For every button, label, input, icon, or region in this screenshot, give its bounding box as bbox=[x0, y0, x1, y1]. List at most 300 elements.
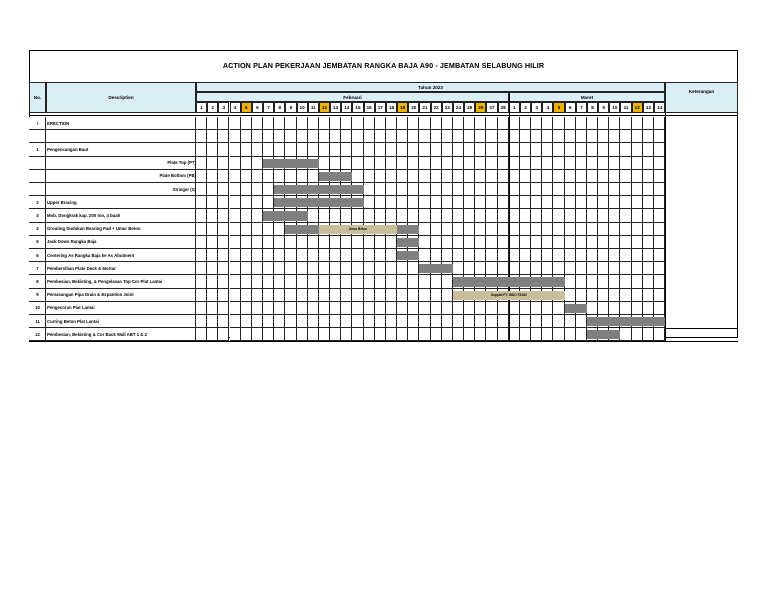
day-grid-cell bbox=[486, 302, 497, 315]
day-grid-cell bbox=[252, 289, 263, 302]
day-grid-cell bbox=[386, 315, 397, 328]
day-grid-cell bbox=[375, 157, 386, 170]
day-grid-cell bbox=[386, 117, 397, 130]
day-cell-mar: 2 bbox=[520, 102, 531, 113]
day-grid-cell bbox=[654, 183, 665, 196]
day-grid-cell bbox=[207, 289, 218, 302]
day-grid-cell bbox=[442, 196, 453, 209]
day-cell-feb: 26 bbox=[475, 102, 486, 113]
day-grid-cell bbox=[464, 249, 475, 262]
day-grid-cell bbox=[654, 143, 665, 156]
day-grid-cell bbox=[565, 236, 576, 249]
day-grid-cell bbox=[364, 196, 375, 209]
day-grid-cell bbox=[553, 130, 564, 143]
day-grid-cell bbox=[576, 223, 587, 236]
day-grid-cell bbox=[408, 183, 419, 196]
row-number: 6 bbox=[36, 252, 39, 258]
day-grid-cell bbox=[632, 262, 643, 275]
day-grid-cell bbox=[252, 183, 263, 196]
day-grid-cell bbox=[218, 328, 229, 341]
day-grid-cell bbox=[431, 302, 442, 315]
day-grid-cell bbox=[632, 249, 643, 262]
day-grid-cell bbox=[598, 223, 609, 236]
day-grid-cell bbox=[542, 262, 553, 275]
day-grid-cell bbox=[263, 223, 274, 236]
day-grid-cell bbox=[609, 302, 620, 315]
day-grid-cell bbox=[230, 183, 241, 196]
day-grid-cell bbox=[364, 130, 375, 143]
day-grid-cell bbox=[442, 170, 453, 183]
day-grid-cell bbox=[654, 302, 665, 315]
day-grid-cell bbox=[442, 157, 453, 170]
header-description bbox=[46, 82, 196, 113]
day-cell-feb: 7 bbox=[263, 102, 274, 113]
day-grid-cell bbox=[643, 170, 654, 183]
day-grid-cell bbox=[352, 328, 363, 341]
day-grid-cell bbox=[620, 130, 631, 143]
day-grid-cell bbox=[375, 315, 386, 328]
row-number: I bbox=[36, 120, 39, 126]
day-grid-cell bbox=[587, 289, 598, 302]
day-grid-cell bbox=[565, 183, 576, 196]
day-grid-cell bbox=[442, 117, 453, 130]
day-grid-cell bbox=[419, 157, 430, 170]
day-grid-cell bbox=[520, 130, 531, 143]
day-grid-cell bbox=[431, 289, 442, 302]
day-grid-cell bbox=[475, 170, 486, 183]
day-grid-cell bbox=[565, 157, 576, 170]
day-grid-cell bbox=[576, 130, 587, 143]
day-grid-cell bbox=[285, 143, 296, 156]
day-grid-cell bbox=[643, 117, 654, 130]
day-grid-cell bbox=[598, 262, 609, 275]
day-grid-cell bbox=[330, 209, 341, 222]
row-number: 4 bbox=[36, 226, 39, 232]
day-grid-cell bbox=[431, 223, 442, 236]
day-grid-cell bbox=[386, 289, 397, 302]
day-grid-cell bbox=[218, 262, 229, 275]
day-grid-cell bbox=[419, 196, 430, 209]
day-grid-cell bbox=[464, 302, 475, 315]
day-grid-cell bbox=[230, 236, 241, 249]
day-grid-cell bbox=[620, 209, 631, 222]
day-grid-cell bbox=[587, 209, 598, 222]
day-grid-cell bbox=[464, 236, 475, 249]
day-grid-cell bbox=[553, 143, 564, 156]
gantt-bar bbox=[263, 159, 319, 168]
day-grid-cell bbox=[241, 157, 252, 170]
day-grid-cell bbox=[196, 209, 207, 222]
day-grid-cell bbox=[453, 223, 464, 236]
day-grid-cell bbox=[542, 302, 553, 315]
day-grid-cell bbox=[643, 289, 654, 302]
day-grid-cell bbox=[252, 170, 263, 183]
day-grid-cell bbox=[364, 328, 375, 341]
day-grid-cell bbox=[252, 196, 263, 209]
day-grid-cell bbox=[274, 289, 285, 302]
gantt-bar bbox=[565, 304, 587, 313]
day-grid-cell bbox=[230, 275, 241, 288]
day-grid-cell bbox=[643, 130, 654, 143]
row-number: 5 bbox=[36, 239, 39, 245]
day-grid-cell bbox=[375, 143, 386, 156]
day-grid-cell bbox=[386, 130, 397, 143]
day-grid-cell bbox=[285, 249, 296, 262]
day-cell-mar: 9 bbox=[598, 102, 609, 113]
day-grid-cell bbox=[218, 130, 229, 143]
day-grid-cell bbox=[263, 275, 274, 288]
day-grid-cell bbox=[419, 236, 430, 249]
day-cell-feb: 28 bbox=[498, 102, 509, 113]
day-grid-cell bbox=[576, 315, 587, 328]
day-grid-cell bbox=[330, 302, 341, 315]
day-grid-cell bbox=[453, 262, 464, 275]
day-grid-cell bbox=[319, 275, 330, 288]
day-grid-cell bbox=[308, 209, 319, 222]
day-grid-cell bbox=[352, 302, 363, 315]
day-grid-cell bbox=[509, 302, 520, 315]
day-grid-cell bbox=[464, 183, 475, 196]
day-grid-cell bbox=[319, 249, 330, 262]
day-grid-cell bbox=[375, 328, 386, 341]
day-grid-cell bbox=[498, 196, 509, 209]
day-grid-cell bbox=[520, 315, 531, 328]
day-grid-cell bbox=[196, 328, 207, 341]
day-grid-cell bbox=[576, 328, 587, 341]
gantt-bar-annotated bbox=[453, 291, 565, 300]
day-grid-cell bbox=[509, 209, 520, 222]
day-grid-cell bbox=[620, 183, 631, 196]
day-grid-cell bbox=[498, 249, 509, 262]
day-grid-cell bbox=[241, 209, 252, 222]
day-grid-cell bbox=[643, 328, 654, 341]
day-grid-cell bbox=[598, 289, 609, 302]
day-grid-cell bbox=[609, 196, 620, 209]
notes-row-divider bbox=[665, 328, 738, 329]
day-grid-cell bbox=[553, 157, 564, 170]
day-grid-cell bbox=[230, 143, 241, 156]
day-grid-cell bbox=[241, 249, 252, 262]
day-cell-mar: 5 bbox=[553, 102, 564, 113]
day-grid-cell bbox=[397, 196, 408, 209]
day-grid-cell bbox=[263, 170, 274, 183]
day-grid-cell bbox=[375, 289, 386, 302]
day-grid-cell bbox=[297, 249, 308, 262]
day-grid-cell bbox=[654, 130, 665, 143]
day-grid-cell bbox=[274, 170, 285, 183]
day-grid-cell bbox=[308, 302, 319, 315]
day-grid-cell bbox=[364, 275, 375, 288]
day-grid-cell bbox=[207, 328, 218, 341]
day-grid-cell bbox=[285, 170, 296, 183]
day-grid-cell bbox=[598, 302, 609, 315]
day-grid-cell bbox=[230, 315, 241, 328]
day-grid-cell bbox=[364, 157, 375, 170]
day-grid-cell bbox=[598, 170, 609, 183]
day-grid-cell bbox=[643, 196, 654, 209]
day-grid-cell bbox=[252, 302, 263, 315]
day-grid-cell bbox=[475, 117, 486, 130]
day-grid-cell bbox=[341, 262, 352, 275]
day-grid-cell bbox=[620, 302, 631, 315]
day-grid-cell bbox=[609, 157, 620, 170]
day-cell-feb: 17 bbox=[375, 102, 386, 113]
day-cell-feb: 11 bbox=[308, 102, 319, 113]
row-no-cell bbox=[29, 157, 46, 170]
day-grid-cell bbox=[263, 196, 274, 209]
day-grid-cell bbox=[431, 315, 442, 328]
day-grid-cell bbox=[464, 170, 475, 183]
day-grid-cell bbox=[565, 249, 576, 262]
day-grid-cell bbox=[475, 183, 486, 196]
day-grid-cell bbox=[553, 236, 564, 249]
day-grid-cell bbox=[509, 236, 520, 249]
day-grid-cell bbox=[319, 302, 330, 315]
day-grid-cell bbox=[498, 223, 509, 236]
day-grid-cell bbox=[241, 223, 252, 236]
day-cell-mar: 7 bbox=[576, 102, 587, 113]
day-grid-cell bbox=[386, 262, 397, 275]
day-grid-cell bbox=[375, 275, 386, 288]
day-grid-cell bbox=[397, 130, 408, 143]
day-grid-cell bbox=[308, 170, 319, 183]
day-grid-cell bbox=[274, 249, 285, 262]
table-bottom-border bbox=[29, 341, 738, 342]
gantt-bar bbox=[319, 172, 353, 181]
day-grid-cell bbox=[196, 170, 207, 183]
day-grid-cell bbox=[230, 262, 241, 275]
day-grid-cell bbox=[498, 328, 509, 341]
day-grid-cell bbox=[386, 209, 397, 222]
day-grid-cell bbox=[486, 249, 497, 262]
day-grid-cell bbox=[285, 315, 296, 328]
day-grid-cell bbox=[609, 170, 620, 183]
day-grid-cell bbox=[274, 328, 285, 341]
day-grid-cell bbox=[486, 117, 497, 130]
day-grid-cell bbox=[207, 170, 218, 183]
day-grid-cell bbox=[442, 236, 453, 249]
row-description: Grouting Dudukan Bearing Pad + Umur Beton bbox=[47, 226, 141, 232]
day-grid-cell bbox=[632, 183, 643, 196]
day-grid-cell bbox=[609, 130, 620, 143]
row-description: Pengencangan Baut bbox=[47, 146, 89, 152]
day-grid-cell bbox=[241, 275, 252, 288]
page-title: ACTION PLAN PEKERJAAN JEMBATAN RANGKA BAJA A90 - JEMBATAN SELABUNG HILIR bbox=[222, 61, 545, 70]
day-grid-cell bbox=[308, 328, 319, 341]
day-grid-cell bbox=[464, 157, 475, 170]
day-grid-cell bbox=[464, 262, 475, 275]
row-description: Pemasangan Pipa Drain & Expantion Joint bbox=[47, 292, 134, 298]
day-grid-cell bbox=[509, 249, 520, 262]
day-grid-cell bbox=[531, 143, 542, 156]
day-grid-cell bbox=[419, 302, 430, 315]
day-grid-cell bbox=[196, 130, 207, 143]
day-grid-cell bbox=[196, 143, 207, 156]
day-grid-cell bbox=[241, 196, 252, 209]
day-cell-feb: 8 bbox=[274, 102, 285, 113]
day-grid-cell bbox=[207, 157, 218, 170]
row-number: 9 bbox=[36, 292, 39, 298]
day-grid-cell bbox=[542, 170, 553, 183]
day-grid-cell bbox=[632, 143, 643, 156]
day-grid-cell bbox=[531, 170, 542, 183]
day-cell-feb: 6 bbox=[252, 102, 263, 113]
day-grid-cell bbox=[397, 183, 408, 196]
day-grid-cell bbox=[352, 236, 363, 249]
gantt-bar-label: Supplai PT. INDO TEAM bbox=[490, 293, 527, 298]
day-grid-cell bbox=[475, 236, 486, 249]
day-cell-feb: 15 bbox=[352, 102, 363, 113]
day-grid-cell bbox=[509, 196, 520, 209]
row-description: Pengecoran Plat Lantai bbox=[47, 305, 95, 311]
day-grid-cell bbox=[486, 157, 497, 170]
row-description: Plate Top (PT) bbox=[167, 160, 196, 166]
header-no bbox=[29, 82, 46, 113]
day-cell-feb: 20 bbox=[408, 102, 419, 113]
day-grid-cell bbox=[308, 275, 319, 288]
day-grid-cell bbox=[252, 223, 263, 236]
day-grid-cell bbox=[576, 249, 587, 262]
day-grid-cell bbox=[453, 196, 464, 209]
day-grid-cell bbox=[509, 328, 520, 341]
row-number: 10 bbox=[35, 305, 40, 311]
day-grid-cell bbox=[241, 289, 252, 302]
day-grid-cell bbox=[218, 143, 229, 156]
gantt-bar bbox=[285, 225, 319, 234]
day-grid-cell bbox=[453, 170, 464, 183]
row-number: 2 bbox=[36, 199, 39, 205]
day-grid-cell bbox=[274, 223, 285, 236]
day-grid-cell bbox=[587, 302, 598, 315]
day-grid-cell bbox=[542, 130, 553, 143]
day-grid-cell bbox=[576, 170, 587, 183]
day-grid-cell bbox=[207, 143, 218, 156]
day-grid-cell bbox=[230, 328, 241, 341]
gantt-bar bbox=[274, 198, 363, 207]
row-description-cell bbox=[46, 130, 196, 143]
day-grid-cell bbox=[542, 157, 553, 170]
day-grid-cell bbox=[297, 143, 308, 156]
day-grid-cell bbox=[218, 157, 229, 170]
day-grid-cell bbox=[397, 157, 408, 170]
day-grid-cell bbox=[498, 209, 509, 222]
day-grid-cell bbox=[431, 196, 442, 209]
day-grid-cell bbox=[643, 302, 654, 315]
day-grid-cell bbox=[330, 315, 341, 328]
day-grid-cell bbox=[520, 302, 531, 315]
day-grid-cell bbox=[565, 289, 576, 302]
day-grid-cell bbox=[263, 143, 274, 156]
day-grid-cell bbox=[196, 275, 207, 288]
day-cell-feb: 2 bbox=[207, 102, 218, 113]
day-grid-cell bbox=[475, 209, 486, 222]
day-grid-cell bbox=[431, 236, 442, 249]
day-grid-cell bbox=[486, 262, 497, 275]
day-grid-cell bbox=[475, 315, 486, 328]
feb-mar-divider bbox=[509, 92, 510, 341]
day-grid-cell bbox=[542, 117, 553, 130]
day-grid-cell bbox=[531, 302, 542, 315]
day-grid-cell bbox=[207, 117, 218, 130]
day-grid-cell bbox=[274, 302, 285, 315]
day-grid-cell bbox=[218, 249, 229, 262]
day-grid-cell bbox=[196, 302, 207, 315]
day-cell-mar: 13 bbox=[643, 102, 654, 113]
day-cell-feb: 24 bbox=[453, 102, 464, 113]
day-grid-cell bbox=[598, 183, 609, 196]
day-grid-cell bbox=[408, 209, 419, 222]
day-grid-cell bbox=[431, 170, 442, 183]
day-grid-cell bbox=[230, 302, 241, 315]
day-grid-cell bbox=[364, 143, 375, 156]
day-grid-cell bbox=[330, 157, 341, 170]
day-grid-cell bbox=[498, 302, 509, 315]
row-no-cell bbox=[29, 130, 46, 143]
day-grid-cell bbox=[475, 157, 486, 170]
day-cell-feb: 16 bbox=[364, 102, 375, 113]
day-grid-cell bbox=[520, 157, 531, 170]
day-grid-cell bbox=[587, 275, 598, 288]
day-grid-cell bbox=[609, 262, 620, 275]
day-cell-mar: 10 bbox=[609, 102, 620, 113]
day-grid-cell bbox=[654, 157, 665, 170]
day-grid-cell bbox=[498, 117, 509, 130]
day-grid-cell bbox=[587, 236, 598, 249]
day-grid-cell bbox=[274, 130, 285, 143]
day-grid-cell bbox=[531, 183, 542, 196]
row-no-cell bbox=[29, 183, 46, 196]
day-grid-cell bbox=[520, 117, 531, 130]
day-grid-cell bbox=[419, 289, 430, 302]
day-grid-cell bbox=[207, 209, 218, 222]
gantt-bar bbox=[397, 238, 419, 247]
day-grid-cell bbox=[654, 117, 665, 130]
day-grid-cell bbox=[375, 262, 386, 275]
day-grid-cell bbox=[252, 328, 263, 341]
day-grid-cell bbox=[241, 262, 252, 275]
day-grid-cell bbox=[620, 275, 631, 288]
day-grid-cell bbox=[263, 289, 274, 302]
day-grid-cell bbox=[431, 130, 442, 143]
day-grid-cell bbox=[341, 117, 352, 130]
day-grid-cell bbox=[553, 328, 564, 341]
day-grid-cell bbox=[419, 117, 430, 130]
day-grid-cell bbox=[486, 196, 497, 209]
day-grid-cell bbox=[308, 315, 319, 328]
day-grid-cell bbox=[565, 117, 576, 130]
day-grid-cell bbox=[587, 170, 598, 183]
day-grid-cell bbox=[241, 117, 252, 130]
day-grid-cell bbox=[297, 236, 308, 249]
day-grid-cell bbox=[419, 223, 430, 236]
day-grid-cell bbox=[464, 315, 475, 328]
day-grid-cell bbox=[598, 157, 609, 170]
day-grid-cell bbox=[565, 130, 576, 143]
day-grid-cell bbox=[475, 223, 486, 236]
day-grid-cell bbox=[553, 223, 564, 236]
day-grid-cell bbox=[319, 236, 330, 249]
day-grid-cell bbox=[386, 157, 397, 170]
day-grid-cell bbox=[319, 117, 330, 130]
day-grid-cell bbox=[386, 328, 397, 341]
day-grid-cell bbox=[464, 223, 475, 236]
day-grid-cell bbox=[520, 143, 531, 156]
day-grid-cell bbox=[285, 130, 296, 143]
day-grid-cell bbox=[431, 249, 442, 262]
day-grid-cell bbox=[565, 196, 576, 209]
day-grid-cell bbox=[643, 157, 654, 170]
day-grid-cell bbox=[196, 117, 207, 130]
